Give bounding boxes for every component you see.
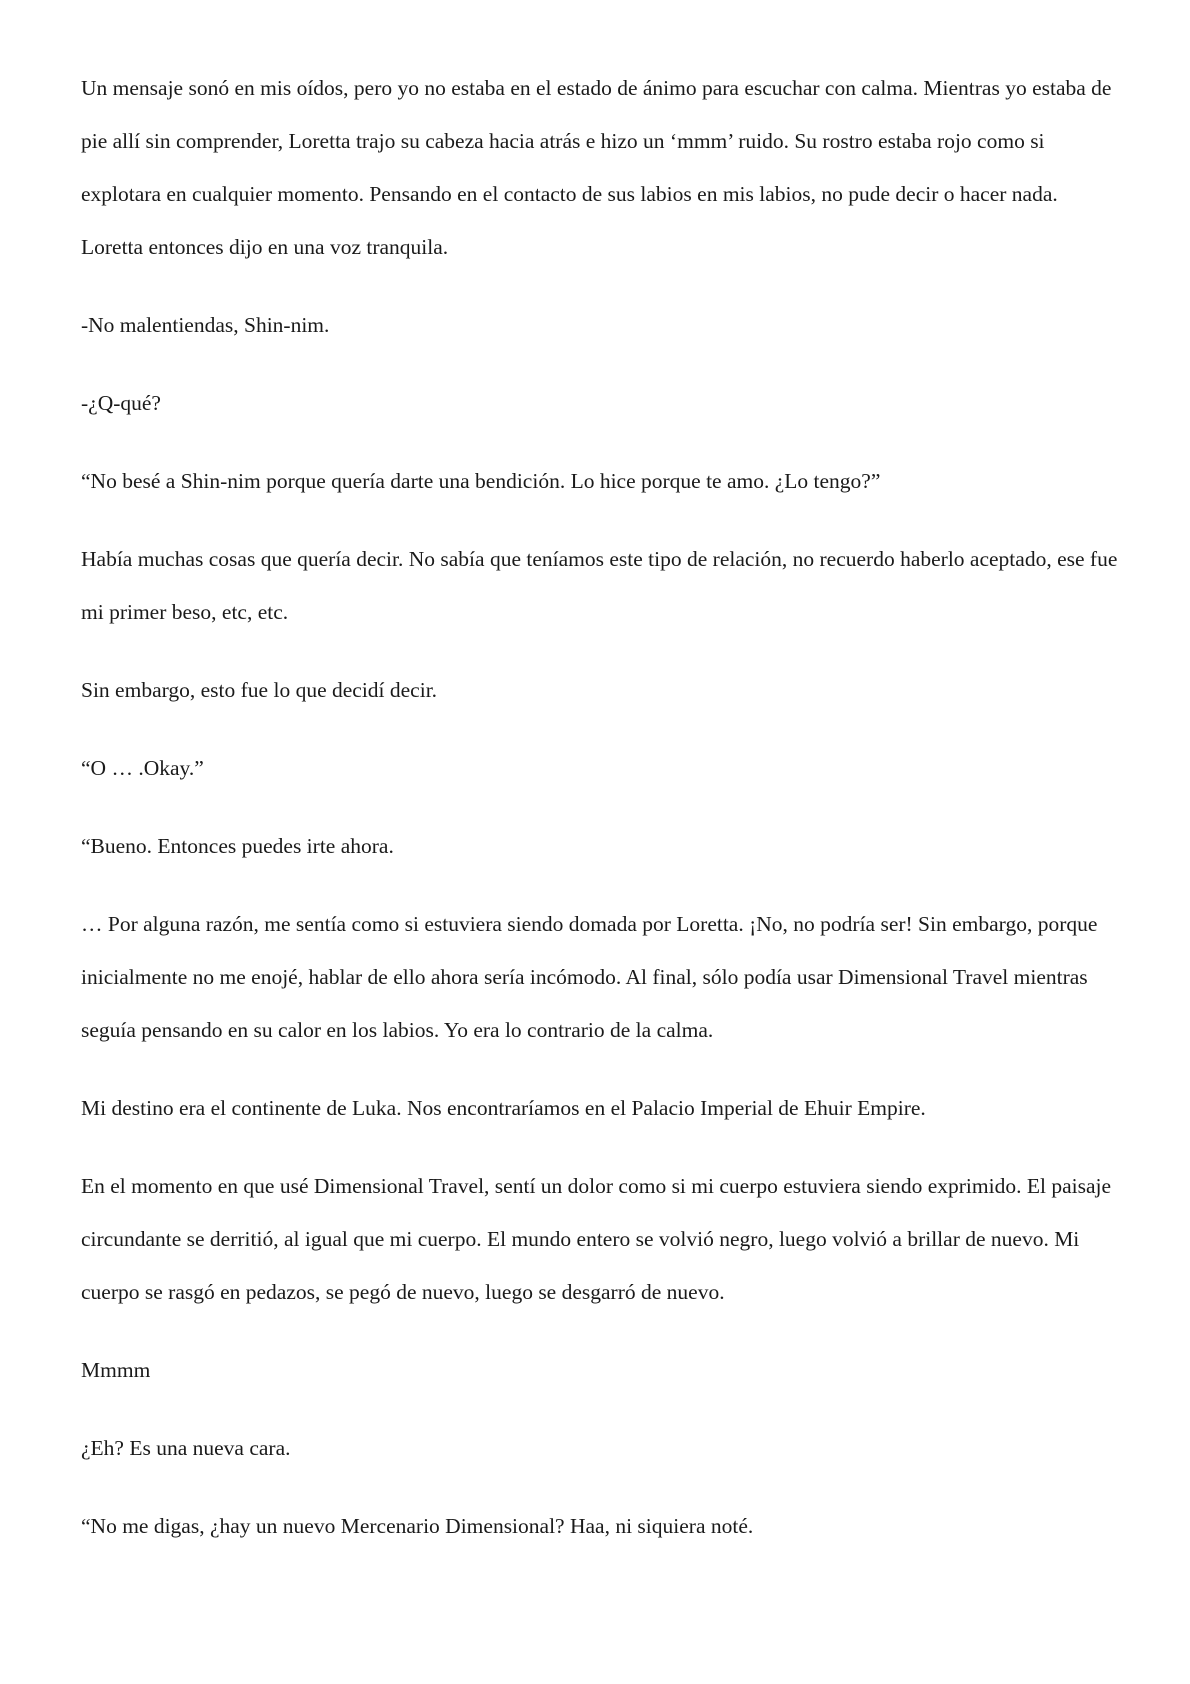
paragraph: Había muchas cosas que quería decir. No sabía que teníamos este tipo de relación, no recuerdo haberlo aceptado, ese fue mi primer beso, etc, etc. — [81, 547, 1118, 624]
paragraph: -No malentiendas, Shin-nim. — [81, 313, 330, 337]
paragraph: Un mensaje sonó en mis oídos, pero yo no estaba en el estado de ánimo para escuchar con calma. Mientras yo estaba de pie allí sin comprender, Loretta trajo su cabeza hacia atrás e hizo un ‘mmm’ ruido. Su rostro estaba rojo como si explotara en cualquier momento. Pensando en el contacto de sus labios en mis labios, no pude decir o hacer nada. Loretta entonces dijo en una voz tranquila. — [81, 76, 1112, 259]
paragraph: Mmmm — [81, 1358, 151, 1382]
paragraph: … Por alguna razón, me sentía como si estuviera siendo domada por Loretta. ¡No, no podría ser! Sin embargo, porque inicialmente no me enojé, hablar de ello ahora sería incómodo. Al final, sólo podía usar Dimensional Travel mientras seguía pensando en su calor en los labios. Yo era lo contrario de la calma. — [81, 912, 1098, 1042]
paragraph: ¿Eh? Es una nueva cara. — [81, 1436, 291, 1460]
paragraph: -¿Q-qué? — [81, 391, 161, 415]
document-page — [81, 62, 1121, 1578]
paragraph: En el momento en que usé Dimensional Travel, sentí un dolor como si mi cuerpo estuviera siendo exprimido. El paisaje circundante se derritió, al igual que mi cuerpo. El mundo entero se volvió negro, luego volvió a brillar de nuevo. Mi cuerpo se rasgó en pedazos, se pegó de nuevo, luego se desgarró de nuevo. — [81, 1174, 1112, 1304]
paragraph: Sin embargo, esto fue lo que decidí decir. — [81, 678, 438, 702]
paragraph: “Bueno. Entonces puedes irte ahora. — [81, 834, 394, 858]
paragraph: “O … .Okay.” — [81, 756, 204, 780]
paragraph: Mi destino era el continente de Luka. Nos encontraríamos en el Palacio Imperial de Ehuir Empire. — [81, 1096, 926, 1120]
paragraph: “No me digas, ¿hay un nuevo Mercenario Dimensional? Haa, ni siquiera noté. — [81, 1514, 754, 1538]
paragraph: “No besé a Shin-nim porque quería darte una bendición. Lo hice porque te amo. ¿Lo tengo?” — [81, 469, 881, 493]
